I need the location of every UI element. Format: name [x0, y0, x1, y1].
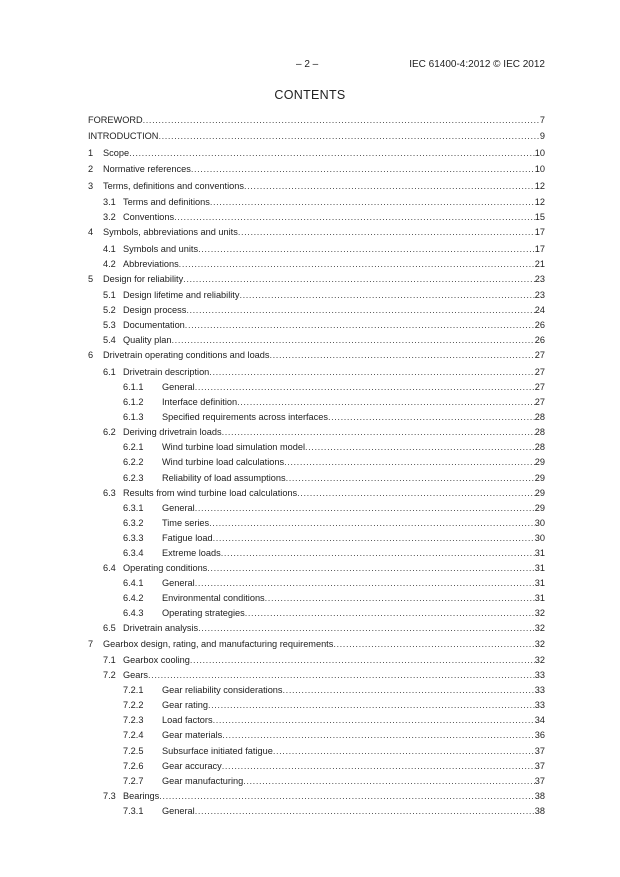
toc-entry[interactable] — [88, 621, 545, 636]
toc-entry-title: Operating strategies — [162, 608, 245, 619]
toc-entry-page: 9 — [539, 131, 545, 142]
toc-entry-title: Wind turbine load calculations — [162, 457, 285, 468]
toc-entry-page: 24 — [534, 305, 545, 316]
dot-leader — [328, 410, 535, 425]
toc-entry-number: 5 — [88, 273, 94, 284]
toc-entry[interactable] — [88, 440, 545, 455]
toc-entry[interactable] — [88, 637, 545, 652]
toc-entry[interactable] — [88, 380, 545, 395]
toc-entry-title: Gears — [123, 670, 149, 681]
toc-entry[interactable] — [88, 744, 545, 759]
toc-entry[interactable] — [88, 288, 545, 303]
dot-leader — [148, 668, 535, 683]
toc-entry-number: 6.4.3 — [123, 608, 144, 619]
toc-entry-number: 7.2 — [103, 670, 116, 681]
toc-entry-page: 34 — [534, 715, 545, 726]
toc-entry-page: 33 — [534, 685, 545, 696]
toc-entry-page: 17 — [534, 227, 545, 238]
dot-leader — [208, 698, 535, 713]
toc-entry-title: Scope — [103, 147, 130, 158]
toc-entry-title: Design lifetime and reliability — [123, 290, 240, 301]
toc-entry-page: 26 — [534, 320, 545, 331]
toc-entry-page: 32 — [534, 654, 545, 665]
toc-entry-number: 7.2.7 — [123, 775, 144, 786]
toc-entry-title: Drivetrain analysis — [123, 623, 199, 634]
toc-entry-page: 10 — [534, 164, 545, 175]
dot-leader — [237, 395, 535, 410]
dot-leader — [222, 728, 535, 743]
dot-leader — [186, 303, 534, 318]
dot-leader — [195, 804, 535, 819]
toc-entry-page: 32 — [534, 623, 545, 634]
toc-entry-title: Wind turbine load simulation model — [162, 442, 305, 453]
toc-entry-title: Conventions — [123, 212, 175, 223]
toc-entry[interactable] — [88, 531, 545, 546]
toc-entry[interactable] — [88, 410, 545, 425]
toc-entry-number: 6.1 — [103, 366, 116, 377]
dot-leader — [185, 318, 535, 333]
toc-entry-title: Gearbox design, rating, and manufacturing requirements — [103, 638, 334, 649]
standard-header: IEC 61400-4:2012 © IEC 2012 — [409, 59, 545, 70]
toc-entry[interactable] — [88, 774, 545, 789]
dot-leader — [305, 440, 535, 455]
dot-leader — [243, 774, 535, 789]
toc-entry-number: 7.2.6 — [123, 760, 144, 771]
toc-entry-number: 6.1.1 — [123, 381, 144, 392]
toc-entry-number: 6.2.2 — [123, 457, 144, 468]
toc-entry-page: 7 — [539, 115, 545, 125]
toc-entry-number: 7 — [88, 638, 94, 649]
toc-entry-number: 6.3.3 — [123, 532, 144, 543]
toc-entry-number: 7.3.1 — [123, 805, 144, 816]
toc-entry[interactable] — [88, 789, 545, 804]
dot-leader — [265, 591, 535, 606]
toc-entry-title: Terms, definitions and conventions — [103, 180, 244, 191]
dot-leader — [222, 759, 535, 774]
toc-entry-number: 5.2 — [103, 305, 116, 316]
toc-entry[interactable] — [88, 225, 545, 240]
dot-leader — [190, 653, 535, 668]
toc-entry[interactable] — [88, 501, 545, 516]
dot-leader — [286, 471, 535, 486]
toc-entry-page: 17 — [534, 243, 545, 254]
toc-entry[interactable] — [88, 576, 545, 591]
toc-entry-page: 28 — [534, 412, 545, 423]
toc-entry[interactable] — [88, 318, 545, 333]
toc-entry-page: 29 — [534, 487, 545, 498]
toc-entry-number: 6.1.3 — [123, 412, 144, 423]
toc-entry-number: 3.2 — [103, 212, 116, 223]
toc-entry-page: 36 — [534, 730, 545, 741]
toc-entry-number: 6.2.1 — [123, 442, 144, 453]
toc-entry-title: General — [162, 381, 195, 392]
toc-entry-number: 1 — [88, 147, 94, 158]
toc-entry-title: Gear materials — [162, 730, 223, 741]
toc-entry-number: 4.1 — [103, 243, 116, 254]
toc-entry-title: Drivetrain description — [123, 366, 210, 377]
toc-entry-number: 2 — [88, 164, 94, 175]
toc-entry-number: 6.2 — [103, 427, 116, 438]
dot-leader — [183, 272, 535, 287]
toc-entry-title: Terms and definitions — [123, 196, 210, 207]
toc-entry-page: 27 — [534, 397, 545, 408]
toc-entry-number: 7.2.4 — [123, 730, 144, 741]
dot-leader — [238, 225, 535, 240]
toc-entry-title: Quality plan — [123, 335, 172, 346]
toc-entry-page: 38 — [534, 790, 545, 801]
toc-entry-title: Deriving drivetrain loads — [123, 427, 222, 438]
toc-entry-title: Symbols, abbreviations and units — [103, 227, 238, 238]
toc-entry-title: Abbreviations — [123, 258, 179, 269]
toc-entry-page: 38 — [534, 805, 545, 816]
toc-entry-number: 6.5 — [103, 623, 116, 634]
toc-entry-title: INTRODUCTION — [88, 131, 159, 142]
toc-entry[interactable] — [88, 683, 545, 698]
toc-entry-page: 29 — [534, 472, 545, 483]
toc-entry-title: Gear reliability considerations — [162, 685, 283, 696]
toc-entry[interactable] — [88, 591, 545, 606]
toc-entry[interactable] — [88, 129, 545, 144]
toc-entry-number: 4 — [88, 227, 94, 238]
toc-entry[interactable] — [88, 668, 545, 683]
toc-entry-page: 31 — [534, 593, 545, 604]
dot-leader — [143, 113, 540, 128]
page-number: – 2 – — [296, 59, 319, 70]
toc-entry-number: 3.1 — [103, 196, 116, 207]
toc-entry[interactable] — [88, 653, 545, 668]
toc-entry[interactable] — [88, 759, 545, 774]
toc-entry[interactable] — [88, 272, 545, 287]
toc-entry-number: 7.1 — [103, 654, 116, 665]
toc-entry-page: 27 — [534, 366, 545, 377]
toc-entry-number: 7.2.1 — [123, 685, 144, 696]
dot-leader — [158, 129, 539, 144]
toc-entry-number: 5.3 — [103, 320, 116, 331]
toc-entry-page: 12 — [534, 196, 545, 207]
toc-entry-page: 23 — [534, 290, 545, 301]
toc-entry-number: 6.3 — [103, 487, 116, 498]
toc-entry-page: 27 — [534, 381, 545, 392]
toc-entry-page: 29 — [534, 502, 545, 513]
dot-leader — [213, 531, 535, 546]
dot-leader — [129, 146, 535, 161]
toc-entry[interactable] — [88, 210, 545, 225]
toc-entry[interactable] — [88, 455, 545, 470]
toc-entry-title: Extreme loads — [162, 548, 221, 558]
toc-entry-title: Reliability of load assumptions — [162, 472, 286, 483]
toc-entry-page: 37 — [534, 775, 545, 786]
toc-entry-number: 7.2.5 — [123, 745, 144, 756]
toc-entry-title: Design process — [123, 305, 187, 316]
dot-leader — [283, 683, 535, 698]
dot-leader — [239, 288, 534, 303]
toc-entry[interactable] — [88, 162, 545, 177]
toc-entry-page: 15 — [534, 212, 545, 223]
toc-entry-page: 32 — [534, 608, 545, 619]
dot-leader — [297, 486, 535, 501]
dot-leader — [195, 576, 535, 591]
toc-entry[interactable] — [88, 365, 545, 380]
toc-entry-number: 6.1.2 — [123, 397, 144, 408]
toc-entry-number: 7.2.2 — [123, 700, 144, 711]
toc-entry-page: 28 — [534, 427, 545, 438]
toc-entry-number: 6.3.4 — [123, 548, 144, 558]
toc-entry[interactable] — [88, 395, 545, 410]
toc-entry-number: 7.2.3 — [123, 715, 144, 726]
dot-leader — [244, 179, 535, 194]
toc-entry-number: 6.4 — [103, 563, 116, 574]
dot-leader — [198, 621, 535, 636]
toc-entry-number: 6.4.2 — [123, 593, 144, 604]
toc-entry-page: 31 — [534, 548, 545, 558]
toc-entry-number: 7.3 — [103, 790, 116, 801]
toc-entry-number: 4.2 — [103, 258, 116, 269]
toc-entry-title: Subsurface initiated fatigue — [162, 745, 273, 756]
toc-entry-page: 33 — [534, 670, 545, 681]
toc-entry-title: Results from wind turbine load calculations — [123, 487, 298, 498]
toc-entry-title: Interface definition — [162, 397, 238, 408]
toc-entry[interactable] — [88, 348, 545, 363]
toc-entry-page: 29 — [534, 457, 545, 468]
toc-entry-page: 23 — [534, 273, 545, 284]
toc-entry-title: Load factors — [162, 715, 213, 726]
dot-leader — [159, 789, 535, 804]
toc-entry-page: 30 — [534, 517, 545, 528]
dot-leader — [333, 637, 534, 652]
toc-entry-number: 5.1 — [103, 290, 116, 301]
dot-leader — [172, 333, 535, 348]
toc-entry[interactable] — [88, 425, 545, 440]
toc-entry-title: Environmental conditions — [162, 593, 265, 604]
dot-leader — [245, 606, 535, 621]
toc-entry-page: 30 — [534, 532, 545, 543]
dot-leader — [174, 210, 535, 225]
toc-entry-number: 6.2.3 — [123, 472, 144, 483]
toc-entry-title: Gear accuracy — [162, 760, 222, 771]
toc-entry-title: Operating conditions — [123, 563, 208, 574]
toc-entry-page: 10 — [534, 147, 545, 158]
dot-leader — [198, 242, 535, 257]
toc-entry[interactable] — [88, 804, 545, 819]
dot-leader — [213, 713, 535, 728]
toc-entry[interactable] — [88, 242, 545, 257]
toc-entry[interactable] — [88, 113, 545, 128]
toc-entry-page: 31 — [534, 563, 545, 574]
dot-leader — [207, 561, 534, 576]
toc-entry-number: 6.3.1 — [123, 502, 144, 513]
toc-entry-title: Bearings — [123, 790, 160, 801]
table-of-contents — [88, 113, 545, 819]
toc-entry-title: Time series — [162, 517, 210, 528]
dot-leader — [273, 744, 535, 759]
toc-entry[interactable] — [88, 713, 545, 728]
dot-leader — [195, 501, 535, 516]
dot-leader — [210, 195, 535, 210]
toc-entry-title: General — [162, 502, 195, 513]
toc-entry[interactable] — [88, 195, 545, 210]
toc-entry-title: Fatigue load — [162, 532, 213, 543]
dot-leader — [191, 162, 535, 177]
toc-entry-number: 6 — [88, 350, 94, 361]
dot-leader — [222, 425, 535, 440]
toc-entry-number: 3 — [88, 180, 94, 191]
toc-entry[interactable] — [88, 303, 545, 318]
toc-entry-title: Gear rating — [162, 700, 208, 711]
toc-entry-title: Gearbox cooling — [123, 654, 190, 665]
toc-entry-title: Gear manufacturing — [162, 775, 244, 786]
toc-entry[interactable] — [88, 606, 545, 621]
toc-entry-title: Design for reliability — [103, 273, 184, 284]
toc-entry[interactable] — [88, 516, 545, 531]
dot-leader — [221, 546, 535, 561]
toc-entry-title: General — [162, 805, 195, 816]
toc-entry[interactable] — [88, 698, 545, 713]
toc-entry-number: 5.4 — [103, 335, 116, 346]
toc-entry-title: Drivetrain operating conditions and loads — [103, 350, 270, 361]
toc-entry-title: FOREWORD — [88, 115, 143, 125]
toc-entry-page: 37 — [534, 745, 545, 756]
toc-entry[interactable] — [88, 146, 545, 161]
toc-entry[interactable] — [88, 333, 545, 348]
dot-leader — [195, 380, 535, 395]
toc-entry-number: 6.3.2 — [123, 517, 144, 528]
toc-entry-page: 26 — [534, 335, 545, 346]
toc-entry-page: 12 — [534, 180, 545, 191]
toc-entry[interactable] — [88, 471, 545, 486]
dot-leader — [284, 455, 535, 470]
dot-leader — [179, 257, 535, 272]
page-title: CONTENTS — [274, 88, 346, 102]
toc-entry[interactable] — [88, 257, 545, 272]
dot-leader — [209, 516, 535, 531]
toc-entry[interactable] — [88, 486, 545, 501]
toc-entry-page: 28 — [534, 442, 545, 453]
toc-entry[interactable] — [88, 728, 545, 743]
toc-entry-page: 31 — [534, 578, 545, 589]
toc-entry-page: 32 — [534, 638, 545, 649]
toc-entry[interactable] — [88, 179, 545, 194]
toc-entry-title: Specified requirements across interfaces — [162, 412, 328, 423]
toc-entry-page: 21 — [534, 258, 545, 269]
toc-entry-title: Normative references — [103, 164, 191, 175]
toc-entry[interactable] — [88, 546, 545, 561]
toc-entry-page: 33 — [534, 700, 545, 711]
dot-leader — [270, 348, 535, 363]
toc-entry[interactable] — [88, 561, 545, 576]
dot-leader — [209, 365, 534, 380]
toc-entry-title: Documentation — [123, 320, 185, 331]
toc-entry-title: General — [162, 578, 195, 589]
toc-entry-number: 6.4.1 — [123, 578, 144, 589]
toc-entry-page: 37 — [534, 760, 545, 771]
toc-entry-page: 27 — [534, 350, 545, 361]
toc-entry-title: Symbols and units — [123, 243, 199, 254]
